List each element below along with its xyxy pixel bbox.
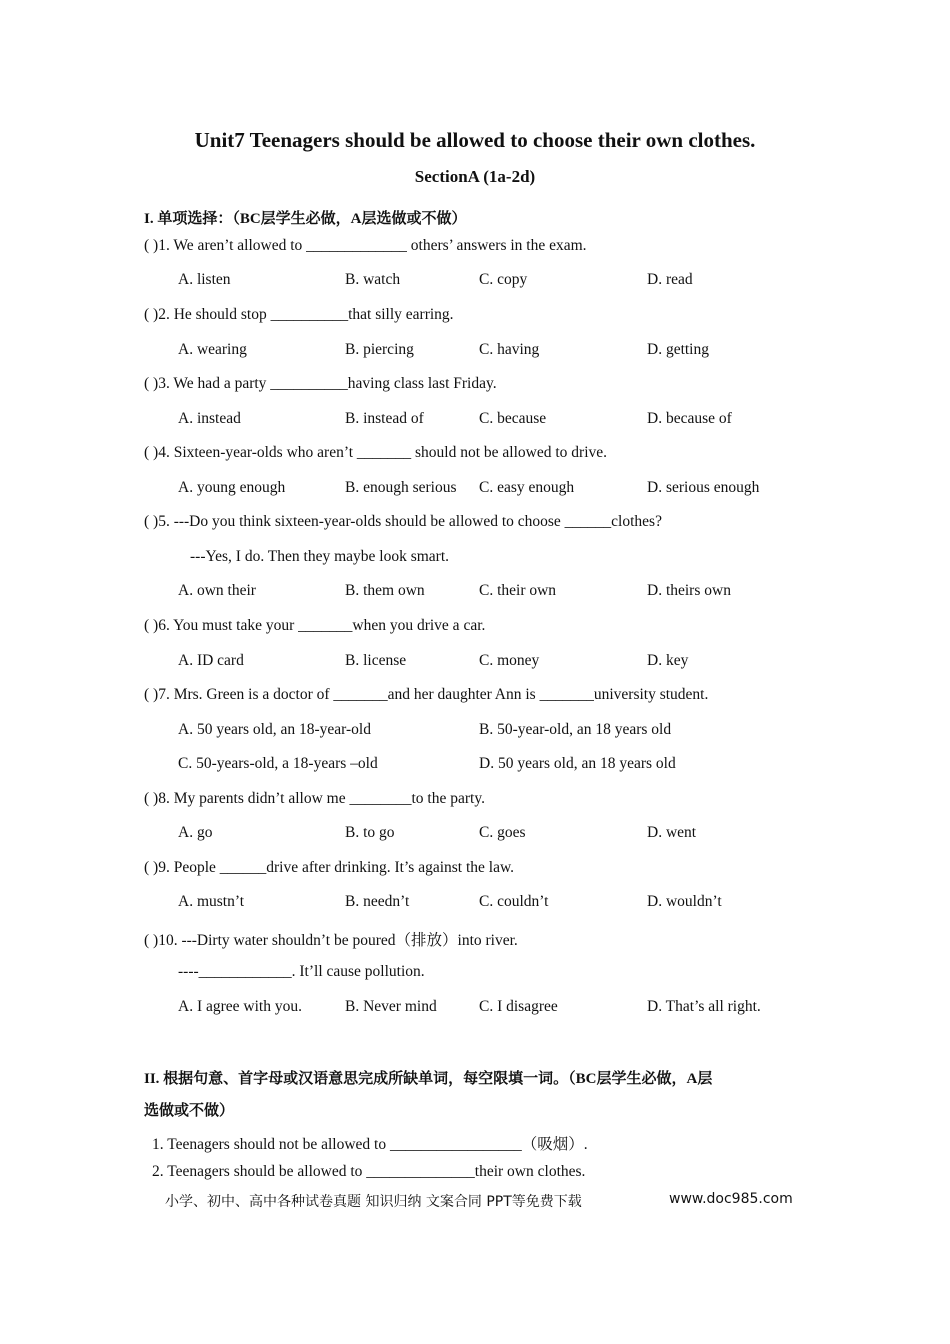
option-a: A. own their: [178, 582, 256, 599]
option-d: D. theirs own: [647, 582, 731, 599]
fill-item: 1. Teenagers should not be allowed to _________________（吸烟）.: [152, 1136, 588, 1153]
option-d: D. wouldn’t: [647, 893, 722, 910]
option-d: D. serious enough: [647, 479, 760, 496]
option-b: B. instead of: [345, 410, 424, 427]
option-c: C. 50-years-old, a 18-years –old: [178, 755, 378, 772]
option-c: C. copy: [479, 271, 528, 288]
section1-heading: I. 单项选择：（BC层学生必做，A层选做或不做）: [144, 211, 467, 227]
question-stem: ( )9. People ______drive after drinking. It’s against the law.: [144, 859, 515, 876]
option-d: D. because of: [647, 410, 732, 427]
question-continuation: ----____________. It’ll cause pollution.: [178, 963, 425, 980]
footer-text: 小学、初中、高中各种试卷真题 知识归纳 文案合同 PPT等免费下载: [165, 1194, 582, 1210]
question-stem: ( )1. We aren’t allowed to _____________ others’ answers in the exam.: [144, 237, 587, 254]
option-a: A. young enough: [178, 479, 286, 496]
question-stem: ( )4. Sixteen-year-olds who aren’t _______ should not be allowed to drive.: [144, 444, 608, 461]
option-a: A. wearing: [178, 341, 247, 358]
option-d: D. read: [647, 271, 693, 288]
option-d: D. went: [647, 824, 697, 841]
option-a: A. 50 years old, an 18-year-old: [178, 721, 371, 738]
page-title: Unit7 Teenagers should be allowed to choose their own clothes.: [194, 128, 756, 152]
option-b: B. 50-year-old, an 18 years old: [479, 721, 672, 738]
option-c: C. goes: [479, 824, 526, 841]
option-c: C. money: [479, 652, 540, 669]
question-stem: ( )7. Mrs. Green is a doctor of _______and her daughter Ann is _______university student.: [144, 686, 709, 703]
question-stem: ( )3. We had a party __________having class last Friday.: [144, 375, 497, 392]
option-c: C. because: [479, 410, 547, 427]
option-a: A. listen: [178, 271, 231, 288]
fill-item: 2. Teenagers should be allowed to ______________their own clothes.: [152, 1163, 586, 1180]
option-a: A. I agree with you.: [178, 998, 302, 1015]
section-subtitle: SectionA (1a-2d): [414, 167, 536, 186]
section2-heading-cont: 选做或不做）: [144, 1103, 235, 1119]
section2-heading: II. 根据句意、首字母或汉语意思完成所缺单词，每空限填一词。（BC层学生必做，A层: [144, 1071, 713, 1087]
option-b: B. license: [345, 652, 407, 669]
option-c: C. their own: [479, 582, 557, 599]
option-c: C. I disagree: [479, 998, 558, 1015]
option-b: B. piercing: [345, 341, 414, 358]
question-stem: ( )10. ---Dirty water shouldn’t be poured（排放）into river.: [144, 932, 518, 949]
option-d: D. key: [647, 652, 689, 669]
question-stem: ( )6. You must take your _______when you drive a car.: [144, 617, 486, 634]
option-d: D. 50 years old, an 18 years old: [479, 755, 676, 772]
question-continuation: ---Yes, I do. Then they maybe look smart.: [190, 548, 450, 565]
option-c: C. easy enough: [479, 479, 575, 496]
option-c: C. having: [479, 341, 540, 358]
option-a: A. mustn’t: [178, 893, 245, 910]
option-b: B. watch: [345, 271, 401, 288]
option-d: D. That’s all right.: [647, 998, 761, 1015]
option-b: B. Never mind: [345, 998, 437, 1015]
footer-url: www.doc985.com: [669, 1191, 793, 1207]
question-stem: ( )5. ---Do you think sixteen-year-olds should be allowed to choose ______clothes?: [144, 513, 662, 530]
option-b: B. to go: [345, 824, 395, 841]
option-d: D. getting: [647, 341, 709, 358]
option-b: B. them own: [345, 582, 425, 599]
question-stem: ( )8. My parents didn’t allow me ________to the party.: [144, 790, 485, 807]
option-a: A. ID card: [178, 652, 244, 669]
option-a: A. instead: [178, 410, 241, 427]
option-c: C. couldn’t: [479, 893, 549, 910]
question-stem: ( )2. He should stop __________that silly earring.: [144, 306, 454, 323]
option-b: B. needn’t: [345, 893, 410, 910]
option-a: A. go: [178, 824, 213, 841]
option-b: B. enough serious: [345, 479, 457, 496]
